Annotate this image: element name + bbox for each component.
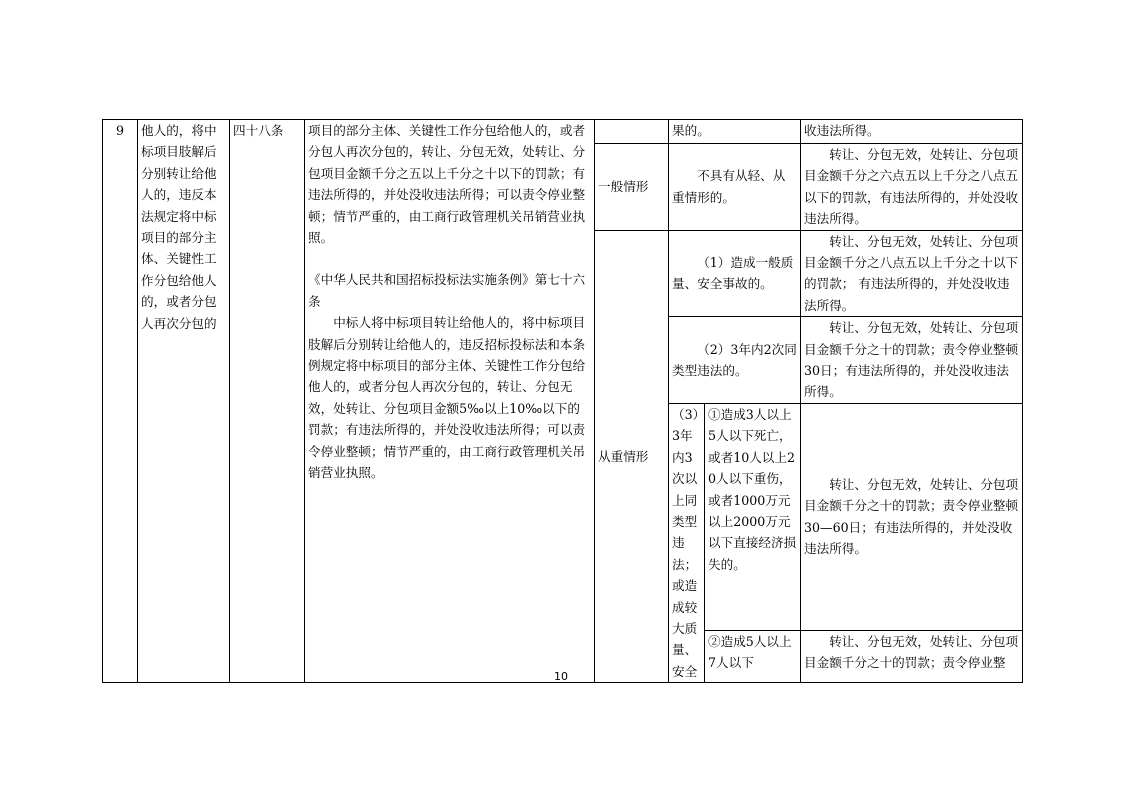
general-category: 一般情形 bbox=[595, 144, 669, 231]
general-circumstance: 不具有从轻、从重情形的。 bbox=[669, 144, 801, 231]
heavy-item3-sub1-standard: 转让、分包无效，处转让、分包项目金额千分之十的罚款；责令停业整顿30—60日；有违法所得的，并处没收违法所得。 bbox=[801, 403, 1023, 630]
heavy-item2-standard: 转让、分包无效，处转让、分包项目金额千分之十的罚款；责令停业整顿30日；有违法所得的，并处没收违法所得。 bbox=[801, 317, 1023, 404]
standard-cont: 收违法所得。 bbox=[801, 120, 1023, 144]
violation-text: 他人的，将中标项目肢解后分别转让给他人的，违反本法规定将中标项目的部分主体、关键性工作分包给他人的，或者分包人再次分包的 bbox=[138, 120, 230, 683]
general-standard: 转让、分包无效，处转让、分包项目金额千分之六点五以上千分之八点五以下的罚款，有违法所得的，并处没收违法所得。 bbox=[801, 144, 1023, 231]
heavy-item1-standard: 转让、分包无效，处转让、分包项目金额千分之八点五以上千分之十以下的罚款； 有违法所得的，并处没收违法所得。 bbox=[801, 230, 1023, 317]
heavy-item3-sub2-circumstance: ②造成5人以上7人以下 bbox=[705, 630, 801, 683]
heavy-category: 从重情形 bbox=[595, 230, 669, 683]
heavy-item3-sub2-standard: 转让、分包无效，处转让、分包项目金额千分之十的罚款；责令停业整 bbox=[801, 630, 1023, 683]
heavy-item2-circumstance: （2）3年内2次同类型违法的。 bbox=[669, 317, 801, 404]
heavy-item3-sub1-circumstance: ①造成3人以上5人以下死亡，或者10人以上20人以下重伤，或者1000万元以上2000万元以下直接经济损失的。 bbox=[705, 403, 801, 630]
heavy-item1-circumstance: （1）造成一般质量、安全事故的。 bbox=[669, 230, 801, 317]
basis-para-1: 项目的部分主体、关键性工作分包给他人的，或者分包人再次分包的，转让、分包无效，处转让、分包项目金额千分之五以上千分之十以下的罚款；有违法所得的，并处没收违法所得；可以责令停业整顿；情节严重的，由工商行政管理机关吊销营业执照。 bbox=[308, 123, 586, 246]
seq-number: 9 bbox=[103, 120, 138, 683]
page-number: 10 bbox=[554, 670, 568, 683]
penalty-standards-table bbox=[102, 119, 1023, 683]
basis-para-2: 中标人将中标项目转让给他人的，将中标项目肢解后分别转让给他人的，违反招标投标法和本条例规定将中标项目的部分主体、关键性工作分包给他人的，或者分包人再次分包的，转让、分包无效，处转让、分包项目金额5‰以上10‰以下的罚款；有违法所得的，并处没收违法所得；可以责令停业整顿；情节严重的，由工商行政管理机关吊销营业执照。 bbox=[308, 315, 586, 481]
circumstance-cont: 果的。 bbox=[669, 120, 801, 144]
legal-basis-cell bbox=[305, 120, 595, 683]
category-cell-cont bbox=[595, 120, 669, 144]
paragraph-gap bbox=[308, 248, 591, 269]
article-cell: 四十八条 bbox=[230, 120, 305, 683]
basis-title: 《中华人民共和国招标投标法实施条例》第七十六条 bbox=[308, 272, 586, 309]
heavy-item3-label: （3）3年内3次以上同类型违法；或造成较大质量、安全 bbox=[669, 403, 705, 682]
